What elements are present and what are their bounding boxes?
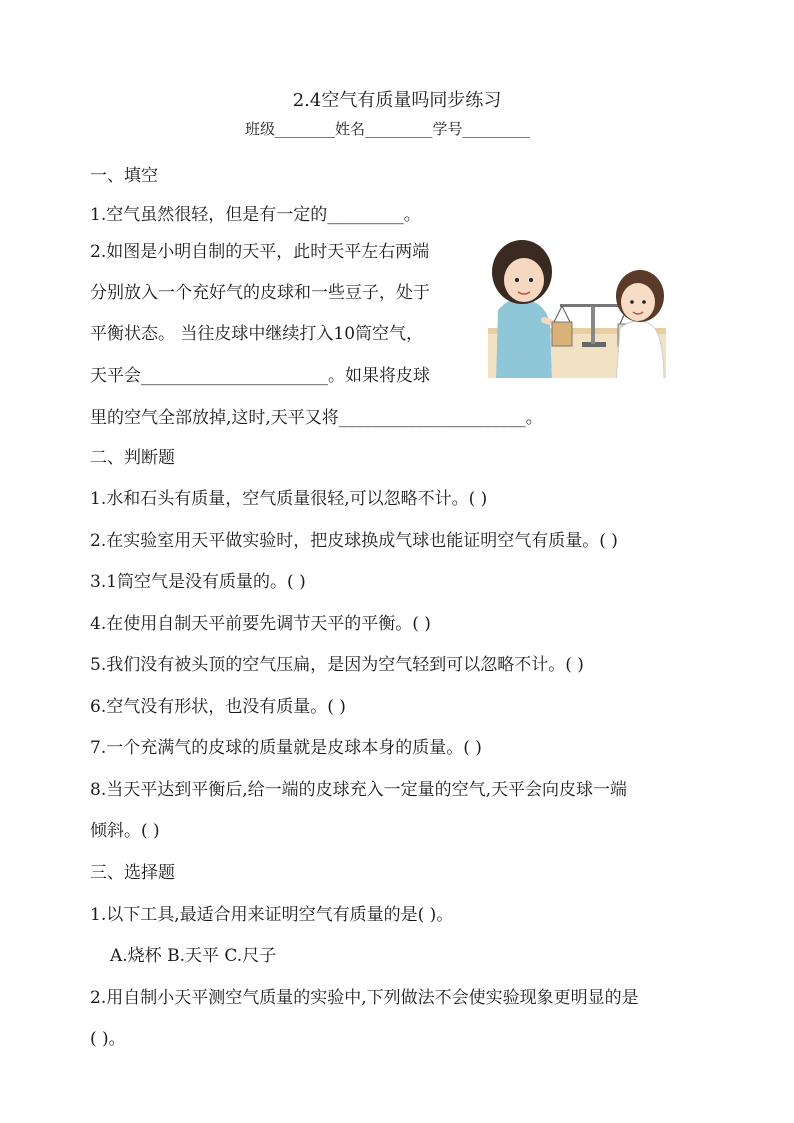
choice-question-1: 1.以下工具,最适合用来证明空气有质量的是( )。	[90, 905, 454, 925]
judge-item-continuation: 倾斜。( )	[90, 821, 160, 841]
judge-item: 3.1筒空气是没有质量的。( )	[90, 572, 306, 592]
section-heading-judge: 二、判断题	[90, 448, 175, 468]
choice-question-2-line-2: ( )。	[90, 1029, 126, 1049]
fill-question-2-line-1: 2.如图是小明自制的天平，此时天平左右两端	[90, 242, 430, 262]
page-title: 2.4空气有质量吗同步练习	[292, 90, 502, 111]
judge-item: 8.当天平达到平衡后,给一端的皮球充入一定量的空气,天平会向皮球一端	[90, 780, 628, 800]
fill-question-2-line-2: 分别放入一个充好气的皮球和一些豆子，处于	[90, 283, 430, 303]
judge-item: 5.我们没有被头顶的空气压扁，是因为空气轻到可以忽略不计。( )	[90, 655, 584, 675]
judge-item: 4.在使用自制天平前要先调节天平的平衡。( )	[90, 614, 431, 634]
balance-illustration	[488, 232, 666, 378]
section-heading-fill: 一、填空	[90, 166, 158, 186]
judge-item: 1.水和石头有质量，空气质量很轻,可以忽略不计。( )	[90, 489, 488, 509]
fill-question-2-line-5: 里的空气全部放掉,这时,天平又将______________________。	[90, 408, 543, 428]
fill-question-2-line-4: 天平会______________________。如果将皮球	[90, 366, 430, 386]
choice-question-2-line-1: 2.用自制小天平测空气质量的实验中,下列做法不会使实验现象更明显的是	[90, 988, 639, 1008]
fill-question-1: 1.空气虽然很轻，但是有一定的_________。	[90, 205, 421, 225]
judge-item: 2.在实验室用天平做实验时，把皮球换成气球也能证明空气有质量。( )	[90, 531, 618, 551]
judge-item: 6.空气没有形状，也没有质量。( )	[90, 697, 346, 717]
student-info-line: 班级________姓名_________学号_________	[245, 120, 531, 138]
choice-question-1-options: A.烧杯 B.天平 C.尺子	[110, 946, 277, 966]
fill-question-2-line-3: 平衡状态。 当往皮球中继续打入10筒空气，	[90, 324, 424, 344]
girl-figure-left	[492, 240, 556, 378]
section-heading-choice: 三、选择题	[90, 863, 175, 883]
judge-item: 7.一个充满气的皮球的质量就是皮球本身的质量。( )	[90, 738, 482, 758]
